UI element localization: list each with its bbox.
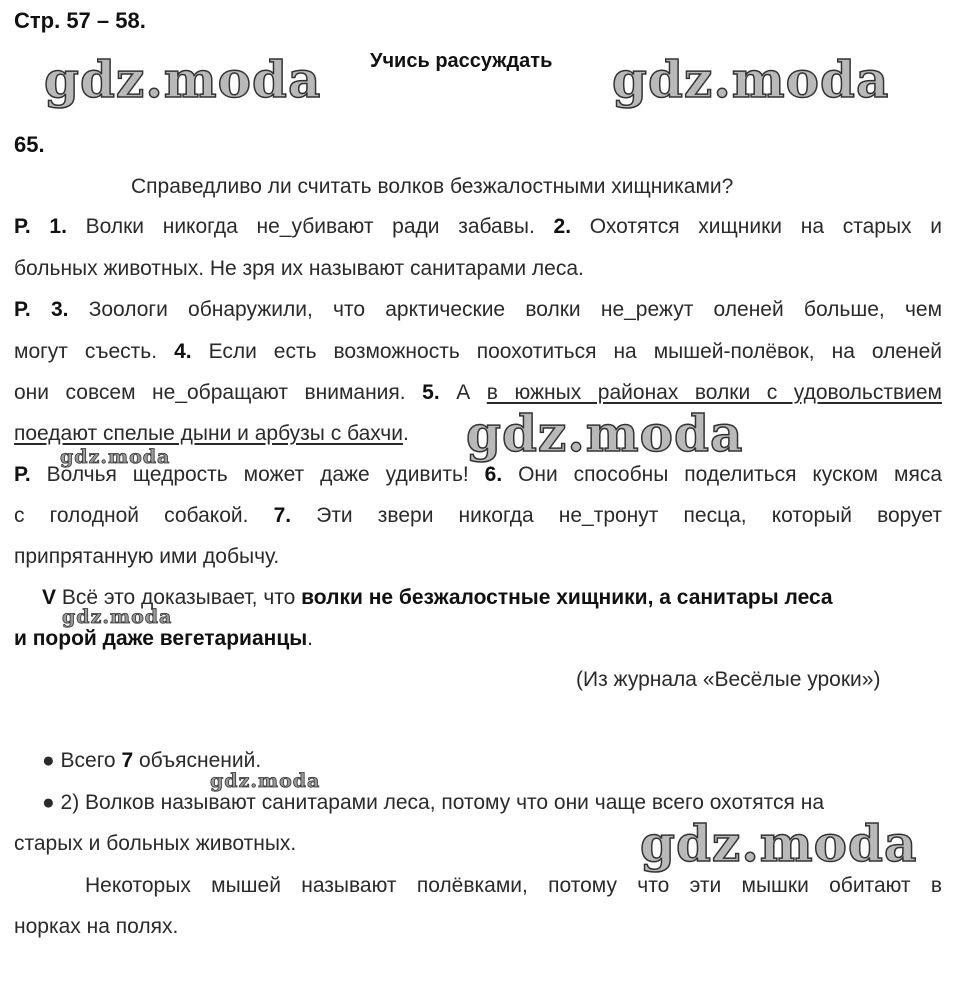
paragraph-3-line-1: Р. Волчья щедрость может даже удивить! 6. Они способны поделиться куском мяса xyxy=(14,463,942,486)
paragraph-1-line-1: Р. 1. Волки никогда не_убивают ради забавы. 2. Охотятся хищники на старых и xyxy=(14,215,942,238)
page-numbers: Стр. 57 – 58. xyxy=(14,8,146,33)
conclusion-line-2: и порой даже вегетарианцы. xyxy=(14,627,314,650)
section-title: Учись рассуждать xyxy=(370,50,553,72)
source-citation: (Из журнала «Весёлые уроки») xyxy=(576,668,881,691)
watermark-logo: gdz.moda xyxy=(466,404,744,463)
answer-2-line-1: ● 2) Волков называют санитарами леса, потому что они чаще всего охотятся на xyxy=(42,791,825,814)
question-heading: Справедливо ли считать волков безжалостными хищниками? xyxy=(131,175,734,198)
answer-2-line-2: старых и больных животных. xyxy=(14,832,297,855)
answer-3-line-1: Некоторых мышей называют полёвками, потому что эти мышки обитают в xyxy=(85,874,942,897)
paragraph-2-line-2: могут съесть. 4. Если есть возможность поохотиться на мышей-полёвок, на оленей xyxy=(14,340,942,363)
paragraph-3-line-3: припрятанную ими добычу. xyxy=(14,545,280,568)
watermark-logo: gdz.moda xyxy=(640,814,918,873)
answer-1: ● Всего 7 объяснений. xyxy=(42,749,262,772)
watermark-logo-small: gdz.moda xyxy=(62,606,173,628)
paragraph-3-line-2: с голодной собакой. 7. Эти звери никогда не_тронут песца, который ворует xyxy=(14,504,942,527)
watermark-logo-small: gdz.moda xyxy=(60,446,171,468)
watermark-logo: gdz.moda xyxy=(612,50,890,109)
answer-3-line-2: норках на полях. xyxy=(14,915,179,938)
paragraph-2-line-1: Р. 3. Зоологи обнаружили, что арктические волки не_режут оленей больше, чем xyxy=(14,298,942,321)
watermark-logo: gdz.moda xyxy=(44,50,322,109)
paragraph-2-line-4: поедают спелые дыни и арбузы с бахчи. xyxy=(14,422,409,445)
paragraph-2-line-3: они совсем не_обращают внимания. 5. А в южных районах волки с удовольствием xyxy=(14,381,942,404)
exercise-number: 65. xyxy=(14,132,45,157)
underlined-predicate: в южных районах волки с удовольствием xyxy=(486,381,942,404)
paragraph-1-line-2: больных животных. Не зря их называют санитарами леса. xyxy=(14,257,584,280)
watermark-logo-small: gdz.moda xyxy=(210,770,321,792)
conclusion-line-1: V Всё это доказывает, что волки не безжалостные хищники, а санитары леса xyxy=(42,586,833,609)
